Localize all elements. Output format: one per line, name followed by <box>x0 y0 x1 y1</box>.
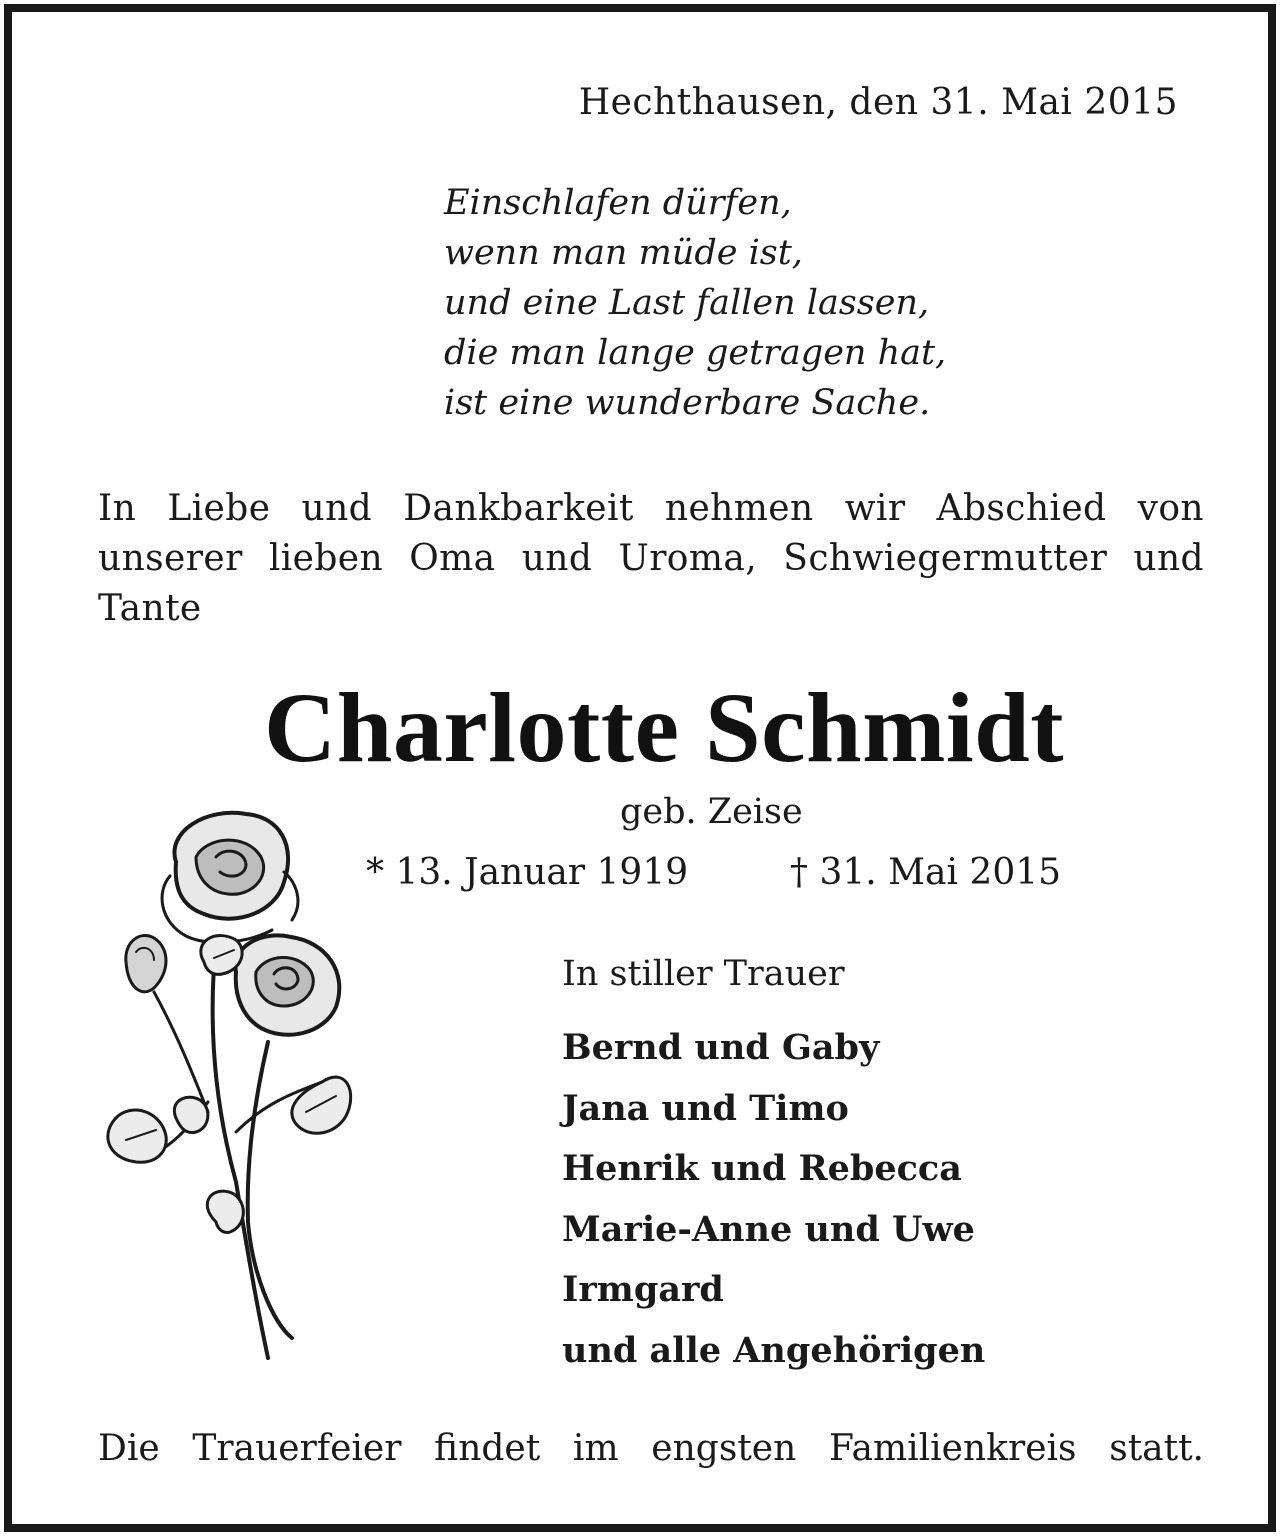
poem-line: Einschlafen dürfen, <box>444 183 792 223</box>
place-date: Hechthausen, den 31. Mai 2015 <box>578 82 1178 123</box>
mourner-name: und alle Angehörigen <box>562 1329 986 1371</box>
deceased-name: Charlotte Schmidt <box>264 672 1065 783</box>
poem-line: ist eine wunderbare Sache. <box>444 383 931 423</box>
roses-icon <box>96 802 358 1372</box>
poem-line: und eine Last fallen lassen, <box>444 283 930 323</box>
mourner-name: Jana und Timo <box>562 1087 849 1129</box>
mourner-name: Bernd und Gaby <box>562 1027 880 1068</box>
mourner-name: Marie-Anne und Uwe <box>562 1208 975 1250</box>
poem-line: wenn man müde ist, <box>444 233 803 273</box>
mourners-list <box>562 1018 985 1381</box>
funeral-note: Die Trauerfeier findet im engsten Familienkreis statt. <box>98 1428 1204 1469</box>
maiden-name: geb. Zeise <box>620 792 803 832</box>
poem-line: die man lange getragen hat, <box>444 333 947 373</box>
poem <box>444 178 946 428</box>
death-date: † 31. Mai 2015 <box>790 852 1062 893</box>
mourning-label: In stiller Trauer <box>562 954 845 994</box>
obituary-frame <box>4 4 1276 1532</box>
mourner-name: Irmgard <box>562 1269 724 1310</box>
farewell-intro: In Liebe und Dankbarkeit nehmen wir Abschied von unserer lieben Oma und Uroma, Schwiegermutter und Tante <box>98 488 1204 629</box>
mourner-name: Henrik und Rebecca <box>562 1148 962 1189</box>
birth-date: * 13. Januar 1919 <box>366 852 689 893</box>
